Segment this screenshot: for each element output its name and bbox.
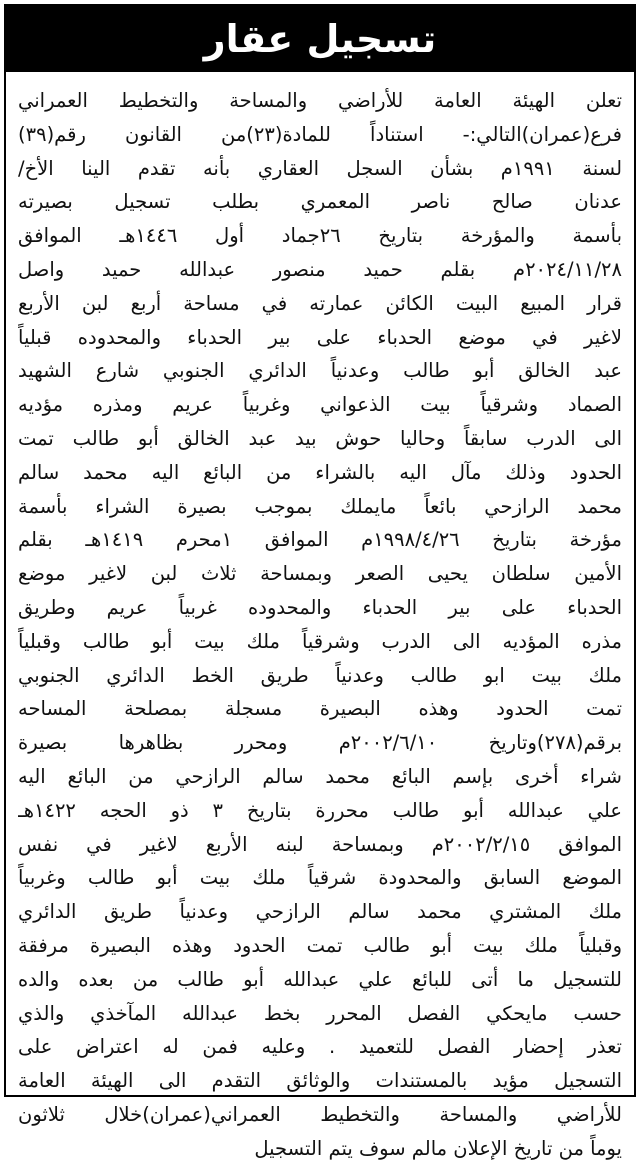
notice-line: وقبلياً ملك بيت أبو طالب تمت الحدود وهذه البصيرة مرفقة xyxy=(18,933,622,957)
notice-line: تعذر إحضار الفصل للتعميد . وعليه فمن له اعتراض على xyxy=(18,1035,622,1059)
notice-line: الى الدرب سابقاً وحاليا حوش بيد عبد الخالق أبو طالب تمت xyxy=(18,426,622,450)
notice-line: عدنان صالح ناصر المعمري بطلب تسجيل بصيرته xyxy=(18,190,622,214)
notice-line: الأمين سلطان يحيى الصعر وبمساحة ثلاث لبن لاغير موضع xyxy=(18,562,622,586)
notice-line: محمد الرازحي بائعاً مايملك بموجب بصيرة الشراء بأسمة xyxy=(18,494,622,518)
notice-line: حسب مايحكي الفصل المحرر بخط عبدالله المآخذي والذي xyxy=(18,1001,622,1025)
notice-line: ملك بيت ابو طالب وعدنياً طريق الخط الدائري الجنوبي xyxy=(18,663,622,687)
notice-line: تمت الحدود وهذه البصيرة مسجلة بمصلحة المساحه xyxy=(18,697,622,721)
notice-line: قرار المبيع البيت الكائن عمارته في مساحة أربع لبن الأربع xyxy=(18,291,622,315)
notice-line: بأسمة والمؤرخة بتاريخ ٢٦جماد أول ١٤٤٦هـ الموافق xyxy=(18,224,622,248)
notice-line: للأراضي والمساحة والتخطيط العمراني(عمران)خلال ثلاثون xyxy=(18,1102,622,1126)
notice-line: فرع(عمران)التالي:- استناداً للمادة(٢٣)من القانون رقم(٣٩) xyxy=(18,122,622,146)
notice-line: علي عبدالله أبو طالب محررة بتاريخ ٣ ذو الحجه ١٤٢٢هـ xyxy=(18,798,622,822)
notice-line: الموافق ٢٠٠٢/٢/١٥م وبمساحة لبنه الأربع لاغير في نفس xyxy=(18,832,622,856)
notice-line: مذره المؤديه الى الدرب وشرقياً ملك بيت أبو طالب وقبلياً xyxy=(18,629,622,653)
notice-line: الصماد وشرقياً بيت الذعواني وغربياً عريم ومذره مؤديه xyxy=(18,393,622,417)
notice-line: يوماً من تاريخ الإعلان مالم سوف يتم التسجيل xyxy=(254,1136,622,1160)
notice-line: الحدباء على بير الحدباء والمحدوده غربياً عريم وطريق xyxy=(18,595,622,619)
notice-line: شراء أخرى بإسم البائع محمد سالم الرازحي من البائع اليه xyxy=(18,764,622,788)
notice-line: التسجيل مؤيد بالمستندات والوثائق التقدم الى الهيئة العامة xyxy=(18,1069,622,1093)
notice-line: عبد الخالق أبو طالب وعدنياً الدائري الجنوبي شارع الشهيد xyxy=(18,359,622,383)
legal-notice xyxy=(4,4,636,1160)
notice-line: الحدود وذلك مآل اليه بالشراء من البائع اليه محمد سالم xyxy=(18,460,622,484)
notice-line: الموضع السابق والمحدودة شرقياً ملك بيت أبو طالب وغربياً xyxy=(18,866,622,890)
notice-line: للتسجيل ما أتى للبائع علي عبدالله أبو طالب من بعده والده xyxy=(18,967,622,991)
notice-line: تعلن الهيئة العامة للأراضي والمساحة والتخطيط العمراني xyxy=(18,89,622,112)
notice-line: لسنة ١٩٩١م بشأن السجل العقاري بأنه تقدم الينا الأخ/ xyxy=(18,156,622,180)
notice-line: لاغير في موضع الحدباء على بير الحدباء والمحدوده قبلياً xyxy=(18,325,622,349)
notice-title: تسجيل عقار xyxy=(203,17,437,61)
notice-line: برقم(٢٧٨)وتاريخ ٢٠٠٢/٦/١٠م ومحرر بظاهرها بصيرة xyxy=(18,731,622,755)
title-banner xyxy=(6,6,634,72)
notice-line: ملك المشتري محمد سالم الرازحي وعدنياً طريق الدائري xyxy=(18,900,622,924)
notice-line: مؤرخة بتاريخ ١٩٩٨/٤/٢٦م الموافق ١محرم ١٤١٩هـ بقلم xyxy=(18,528,622,552)
notice-line: ٢٠٢٤/١١/٢٨م بقلم حميد منصور عبدالله حميد واصل xyxy=(18,257,622,281)
notice-body xyxy=(18,84,622,1166)
